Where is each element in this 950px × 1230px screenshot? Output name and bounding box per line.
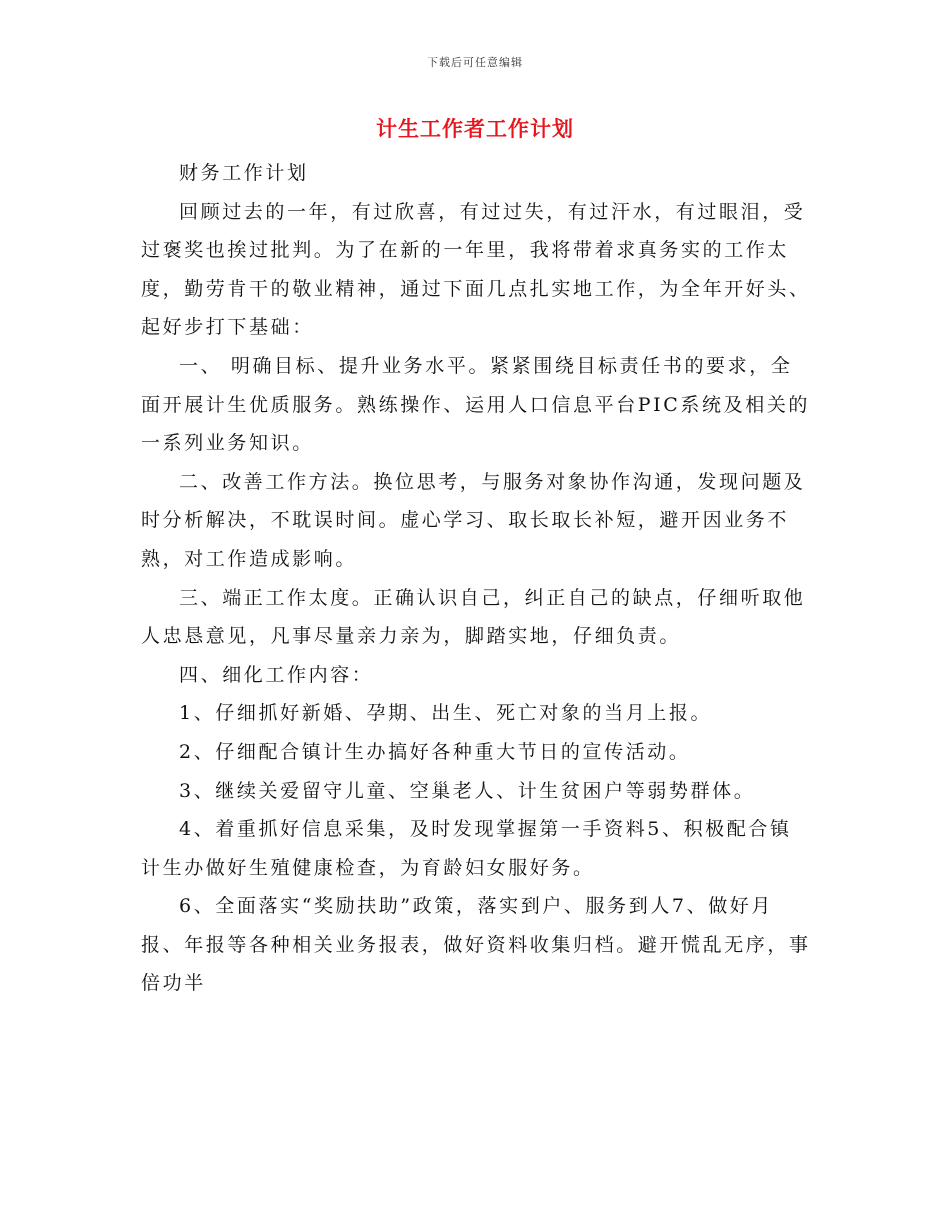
paragraph: 财务工作计划 [179, 162, 309, 184]
paragraph: 回顾过去的一年，有过欣喜，有过过失，有过汗水，有过眼泪，受过褒奖也挨过批判。为了在新的一年里，我将带着求真务实的工作太度，勤劳肯干的敬业精神，通过下面几点扎实地工作，为全年开好头、起好步打下基础： [141, 200, 811, 339]
paragraph: 4、着重抓好信息采集，及时发现掌握第一手资料5、积极配合镇计生办做好生殖健康检查，为育龄妇女服好务。 [141, 818, 792, 879]
paragraph: 3、继续关爱留守儿童、空巢老人、计生贫困户等弱势群体。 [179, 779, 756, 802]
header-note: 下载后可任意编辑 [427, 56, 523, 69]
document-title: 计生工作者工作计划 [376, 116, 574, 141]
paragraph: 1、仔细抓好新婚、孕期、出生、死亡对象的当月上报。 [179, 702, 713, 725]
paragraph: 一、 明确目标、提升业务水平。紧紧围绕目标责任书的要求，全面开展计生优质服务。熟练操作、运用人口信息平台PIC系统及相关的一系列业务知识。 [141, 354, 811, 455]
paragraph: 二、改善工作方法。换位思考，与服务对象协作沟通，发现问题及时分析解决，不耽误时间。虚心学习、取长取长补短，避开因业务不熟，对工作造成影响。 [141, 470, 806, 570]
document-body [141, 154, 811, 1003]
paragraph: 2、仔细配合镇计生办搞好各种重大节日的宣传活动。 [179, 740, 691, 763]
paragraph: 三、端正工作太度。正确认识自己，纠正自己的缺点，仔细听取他人忠恳意见，凡事尽量亲力亲为，脚踏实地，仔细负责。 [141, 586, 806, 648]
paragraph: 四、细化工作内容： [179, 663, 374, 686]
paragraph: 6、全面落实“奖励扶助”政策，落实到户、服务到人7、做好月报、年报等各种相关业务报表，做好资料收集归档。避开慌乱无序，事倍功半 [141, 895, 811, 995]
